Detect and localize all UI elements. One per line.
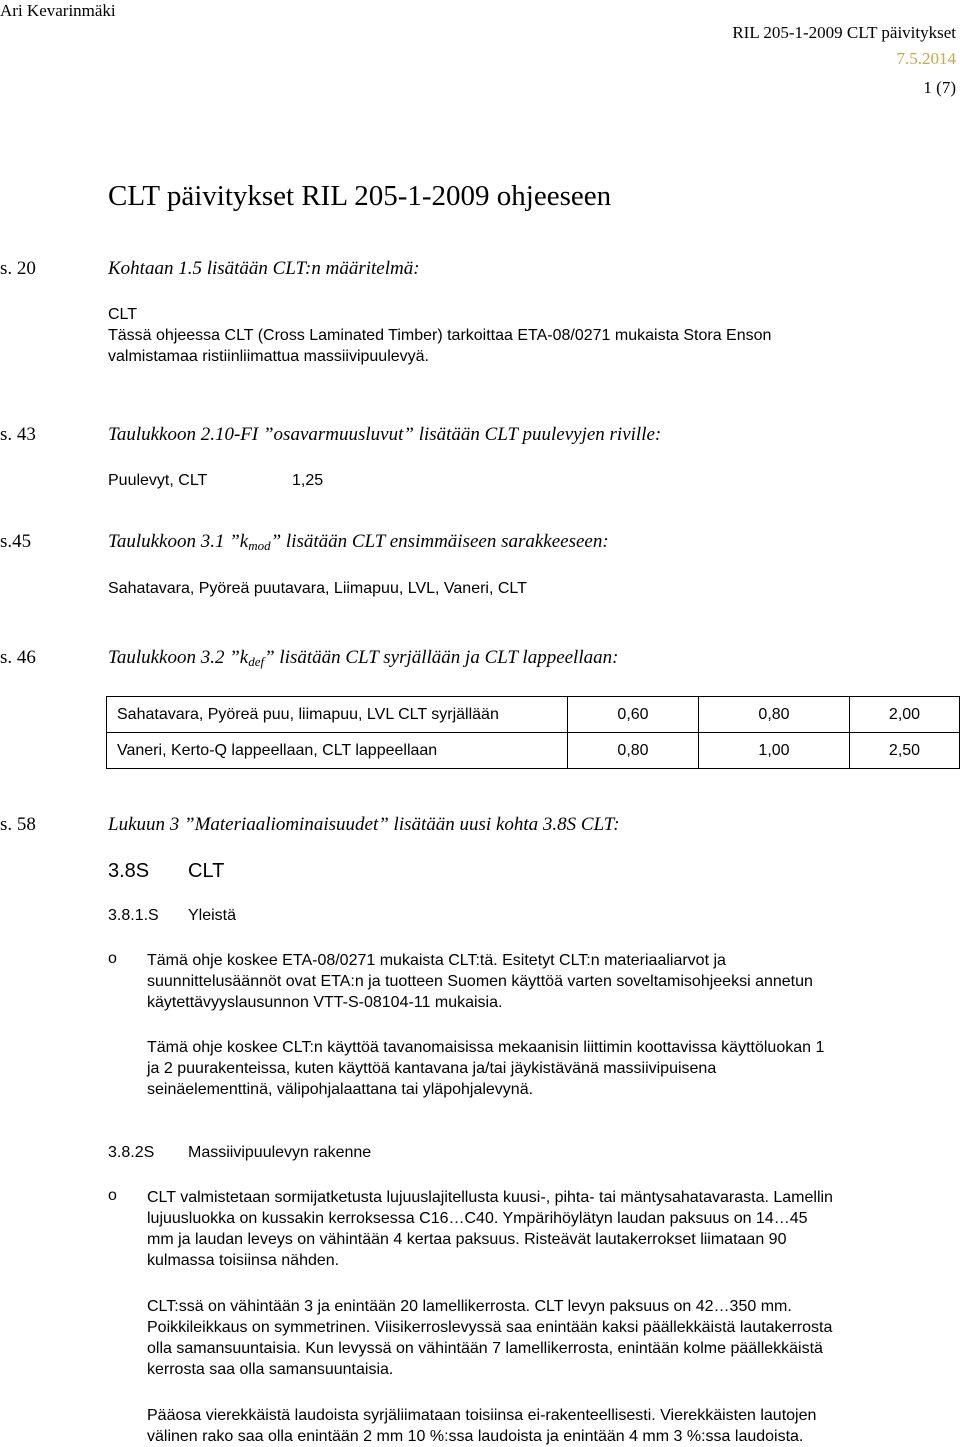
header-author: Ari Kevarinmäki bbox=[0, 1, 116, 20]
sub2-paragraph-2 bbox=[147, 1296, 832, 1380]
sec2-heading: Taulukkoon 2.10-FI ”osavarmuusluvut” lisätään CLT puulevyjen riville: bbox=[108, 424, 662, 445]
text-line: ja 2 puurakenteissa, kuten käyttöä kantavana ja/tai jäykistävänä massiivipuisena bbox=[147, 1060, 717, 1077]
sec1-line-1: Tässä ohjeessa CLT (Cross Laminated Timber) tarkoittaa ETA-08/0271 mukaista Stora Enson bbox=[108, 327, 772, 344]
table-cell-value: 0,60 bbox=[568, 697, 699, 733]
sub2-paragraph-3 bbox=[147, 1405, 816, 1447]
text-line: käytettävyyslausunnon VTT-S-08104-11 mukaisia. bbox=[147, 994, 503, 1011]
text-line: Poikkileikkaus on symmetrinen. Viisikerroslevyssä saa enintään kaksi päällekkäistä lautakerrosta bbox=[147, 1319, 833, 1336]
sub2-paragraph-1 bbox=[147, 1187, 833, 1271]
text-line: CLT:ssä on vähintään 3 ja enintään 20 lamellikerrosta. CLT levyn paksuus on 42…350 mm. bbox=[147, 1298, 792, 1315]
page-ref-58: s. 58 bbox=[0, 814, 36, 835]
table-row bbox=[107, 697, 960, 733]
text-line: kerrosta saa olla samansuuntaisia. bbox=[147, 1361, 394, 1378]
section-name: CLT bbox=[188, 860, 225, 882]
sec3-heading-post: ” lisätään CLT ensimmäiseen sarakkeeseen: bbox=[270, 531, 609, 552]
bullet-marker: o bbox=[108, 950, 117, 967]
subsection-number-1: 3.8.1.S bbox=[108, 907, 159, 924]
sec1-line-2: valmistamaa ristiinliimattua massiivipuulevyä. bbox=[108, 348, 429, 365]
sec2-row-value: 1,25 bbox=[292, 472, 324, 489]
text-line: Tämä ohje koskee CLT:n käyttöä tavanomaisissa mekaanisin liittimin koottavissa käyttöluokan 1 bbox=[147, 1039, 825, 1056]
table-row bbox=[107, 733, 960, 769]
header-date: 7.5.2014 bbox=[896, 49, 956, 68]
section-number: 3.8S bbox=[108, 860, 150, 882]
sec5-heading: Lukuun 3 ”Materiaaliominaisuudet” lisätään uusi kohta 3.8S CLT: bbox=[108, 814, 620, 835]
kdef-table bbox=[106, 696, 960, 769]
subsection-name-2: Massiivipuulevyn rakenne bbox=[188, 1144, 372, 1161]
header-doc-title: RIL 205-1-2009 CLT päivitykset bbox=[732, 23, 956, 42]
sec4-heading-pre: Taulukkoon 3.2 ”k bbox=[108, 647, 249, 668]
text-line: kulmassa toisiinsa nähden. bbox=[147, 1252, 340, 1269]
sec3-heading bbox=[108, 531, 609, 554]
table-cell-label: Sahatavara, Pyöreä puu, liimapuu, LVL CLT syrjällään bbox=[107, 697, 568, 733]
page-ref-20: s. 20 bbox=[0, 258, 36, 279]
page-title: CLT päivitykset RIL 205-1-2009 ohjeeseen bbox=[108, 180, 612, 212]
sec2-row-label: Puulevyt, CLT bbox=[108, 472, 208, 489]
sec4-heading-post: ” lisätään CLT syrjällään ja CLT lappeellaan: bbox=[264, 647, 619, 668]
text-line: mm ja laudan leveys on vähintään 4 kertaa paksuus. Risteävät lautakerrokset liimataan 90 bbox=[147, 1231, 787, 1248]
subsection-name-1: Yleistä bbox=[188, 907, 237, 924]
text-line: suunnittelusäännöt ovat ETA:n ja tuotteen Suomen käyttöä varten soveltamisohjeeksi annetun bbox=[147, 973, 813, 990]
text-line: olla samansuuntaisia. Kun levyssä on vähintään 7 lamellikerrosta, enintään kolme päällekkäistä bbox=[147, 1340, 823, 1357]
text-line: Pääosa vierekkäistä laudoista syrjäliimataan toisiinsa ei-rakenteellisesti. Vierekkäisten lautojen bbox=[147, 1407, 817, 1424]
table-cell-value: 2,50 bbox=[850, 733, 960, 769]
table-cell-value: 0,80 bbox=[699, 697, 850, 733]
sec1-heading: Kohtaan 1.5 lisätään CLT:n määritelmä: bbox=[108, 258, 420, 279]
text-line: Tämä ohje koskee ETA-08/0271 mukaista CLT:tä. Esitetyt CLT:n materiaaliarvot ja bbox=[147, 952, 726, 969]
page-ref-45: s.45 bbox=[0, 531, 32, 552]
text-line: CLT valmistetaan sormijatketusta lujuuslajitellusta kuusi-, pihta- tai mäntysahatavarasta. Lamellin bbox=[147, 1189, 833, 1206]
table-cell-value: 1,00 bbox=[699, 733, 850, 769]
table-cell-value: 0,80 bbox=[568, 733, 699, 769]
sec3-heading-pre: Taulukkoon 3.1 ”k bbox=[108, 531, 249, 552]
text-line: lujuusluokka on kussakin kerroksessa C16…C40. Ympärihöylätyn laudan paksuus on 14…45 bbox=[147, 1210, 808, 1227]
page-ref-43: s. 43 bbox=[0, 424, 36, 445]
page-ref-46: s. 46 bbox=[0, 647, 36, 668]
header-page-number: 1 (7) bbox=[923, 78, 956, 97]
sec3-line: Sahatavara, Pyöreä puutavara, Liimapuu, LVL, Vaneri, CLT bbox=[108, 580, 527, 597]
sec3-heading-sub: mod bbox=[248, 538, 271, 553]
sub1-paragraph-2 bbox=[147, 1037, 824, 1100]
text-line: välinen rako saa olla enintään 2 mm 10 %:ssa laudoista ja enintään 4 mm 3 %:ssa laudoista. bbox=[147, 1428, 804, 1445]
table-cell-value: 2,00 bbox=[850, 697, 960, 733]
text-line: seinäelementtinä, välipohjalaattana tai yläpohjalevynä. bbox=[147, 1081, 534, 1098]
bullet-marker: o bbox=[108, 1187, 117, 1204]
table-cell-label: Vaneri, Kerto-Q lappeellaan, CLT lappeellaan bbox=[107, 733, 568, 769]
subsection-number-2: 3.8.2S bbox=[108, 1144, 155, 1161]
sec4-heading-sub: def bbox=[248, 654, 265, 669]
sub1-paragraph-1 bbox=[147, 950, 813, 1013]
sec4-heading bbox=[108, 647, 618, 670]
sec1-term: CLT bbox=[108, 306, 138, 323]
